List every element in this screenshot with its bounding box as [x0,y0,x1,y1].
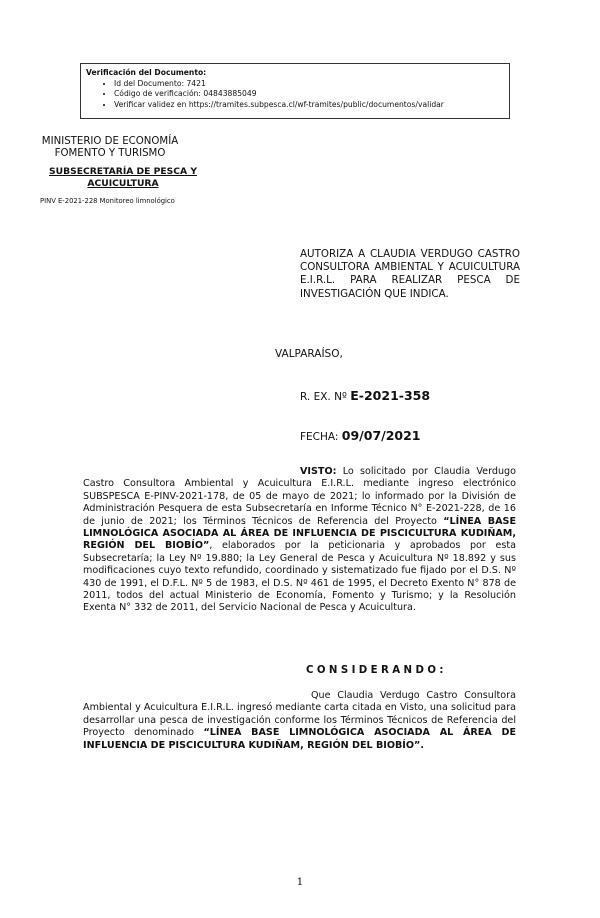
resolution-title: AUTORIZA A CLAUDIA VERDUGO CASTRO CONSULTORA AMBIENTAL Y ACUICULTURA E.I.R.L. PARA REALIZAR PESCA DE INVESTIGACIÓN QUE INDICA. [300,248,520,300]
city: VALPARAÍSO, [275,348,343,360]
resolution-value: E-2021-358 [350,388,431,403]
considerando-project-name: “LÍNEA BASE LIMNOLÓGICA ASOCIADA AL ÁREA DE INFLUENCIA DE PISCICULTURA KUDIÑAM, REGIÓN DEL BIOBÍO”. [83,727,516,751]
resolution-date [300,428,421,443]
page-number: 1 [296,876,304,888]
subsecretaria-heading: SUBSECRETARÍA DE PESCA Y ACUICULTURA [49,166,197,189]
visto-label: VISTO: [300,466,337,477]
verification-item-code: • Código de verificación: 04843885049 [114,89,503,100]
considerando-paragraph [83,690,516,752]
ministry-line-2: FOMENTO Y TURISMO [54,148,166,159]
visto-project-name: “LÍNEA BASE LIMNOLÓGICA ASOCIADA AL ÁREA DE INFLUENCIA DE PISCICULTURA KUDIÑAM, REGIÓN DEL BIOBÍO” [83,515,516,552]
ministry-heading [30,136,190,160]
verification-item-id: • Id del Documento: 7421 [114,79,503,90]
considerando-text-1: Que Claudia Verdugo Castro Consultora Ambiental y Acuicultura E.I.R.L. ingresó mediante carta citada en Visto, una solicitud para desarrollar una pesca de investigación conforme los Términos Técnicos de Referencia del Proyecto denominado [83,690,516,739]
verification-title: Verificación del Documento: [86,68,207,77]
resolution-number [300,388,430,403]
ministry-line-1: MINISTERIO DE ECONOMÍA [41,136,179,147]
visto-text-1: Lo solicitado por Claudia Verdugo Castro Consultora Ambiental y Acuicultura E.I.R.L. mediante ingreso electrónico SUBSPESCA E-PINV-2021-178, de 05 de mayo de 2021; lo informado por la División de Administración Pesquera de esta Subsecretaría en Informe Técnico N° E-2021-228, de 16 de junio de 2021; los Términos Técnicos de Referencia del Proyecto [83,466,516,527]
reference-code: PINV E-2021-228 Monitoreo limnológico [40,197,175,205]
date-label: FECHA: [300,431,339,443]
date-value: 09/07/2021 [341,428,421,443]
resolution-label: R. EX. Nº [300,391,347,403]
verification-list [86,79,503,111]
visto-paragraph [83,466,516,615]
considerando-heading: CONSIDERANDO: [306,665,447,676]
visto-text-2: , elaborados por la peticionaria y aprobados por esta Subsecretaría; la Ley Nº 19.880; la Ley General de Pesca y Acuicultura Nº 18.892 y sus modificaciones cuyo texto refundido, coordinado y sistematizado fue fijado por el D.S. Nº 430 de 1991, el D.F.L. Nº 5 de 1983, el D.S. Nº 461 de 1995, el Decreto Exento N° 878 de 2011, todos del actual Ministerio de Economía, Fomento y Turismo; y la Resolución Exenta N° 332 de 2011, del Servicio Nacional de Pesca y Acuicultura. [83,540,516,614]
verification-item-url[interactable]: • Verificar validez en https://tramites.subpesca.cl/wf-tramites/public/documentos/validar [114,100,503,111]
verification-box [80,63,510,119]
